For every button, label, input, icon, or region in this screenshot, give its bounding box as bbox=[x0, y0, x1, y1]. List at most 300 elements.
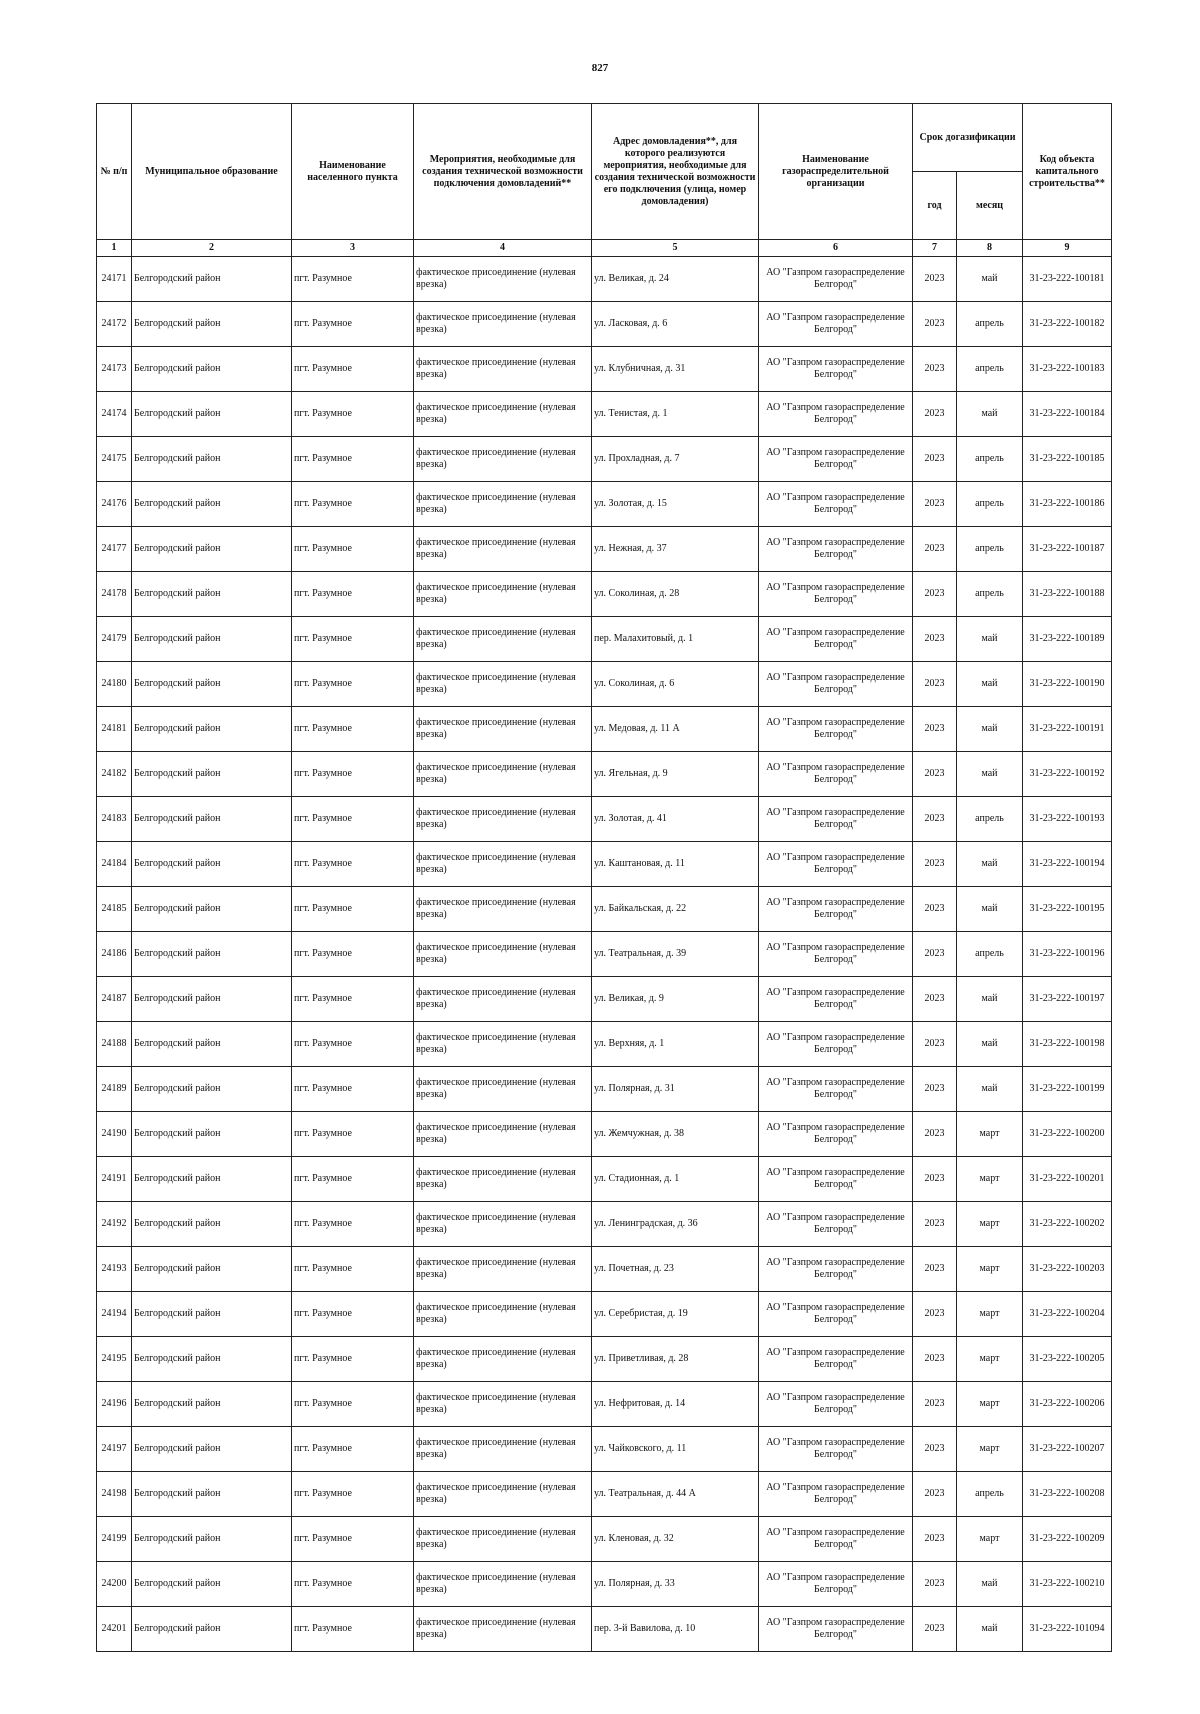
object-code-cell: 31-23-222-100192 bbox=[1023, 752, 1112, 797]
object-code-cell: 31-23-222-100196 bbox=[1023, 932, 1112, 977]
row-number: 24199 bbox=[97, 1517, 132, 1562]
organization-cell: АО "Газпром газораспределение Белгород" bbox=[759, 1472, 913, 1517]
municipality-cell: Белгородский район bbox=[132, 482, 292, 527]
table-row bbox=[97, 1337, 1112, 1382]
year-cell: 2023 bbox=[913, 932, 957, 977]
year-cell: 2023 bbox=[913, 617, 957, 662]
header-deadline-group: Срок догазификации bbox=[913, 104, 1023, 172]
year-cell: 2023 bbox=[913, 1112, 957, 1157]
year-cell: 2023 bbox=[913, 1517, 957, 1562]
year-cell: 2023 bbox=[913, 1562, 957, 1607]
measure-cell: фактическое присоединение (нулевая врезка) bbox=[414, 1202, 592, 1247]
municipality-cell: Белгородский район bbox=[132, 302, 292, 347]
object-code-cell: 31-23-222-100190 bbox=[1023, 662, 1112, 707]
municipality-cell: Белгородский район bbox=[132, 1562, 292, 1607]
year-cell: 2023 bbox=[913, 1472, 957, 1517]
row-number: 24201 bbox=[97, 1607, 132, 1652]
month-cell: май bbox=[957, 257, 1023, 302]
municipality-cell: Белгородский район bbox=[132, 1472, 292, 1517]
address-cell: ул. Медовая, д. 11 А bbox=[592, 707, 759, 752]
month-cell: март bbox=[957, 1157, 1023, 1202]
row-number: 24191 bbox=[97, 1157, 132, 1202]
header-row bbox=[97, 104, 1112, 172]
locality-cell: пгт. Разумное bbox=[292, 1157, 414, 1202]
object-code-cell: 31-23-222-100195 bbox=[1023, 887, 1112, 932]
object-code-cell: 31-23-222-100182 bbox=[1023, 302, 1112, 347]
organization-cell: АО "Газпром газораспределение Белгород" bbox=[759, 1382, 913, 1427]
table-row bbox=[97, 1292, 1112, 1337]
row-number: 24178 bbox=[97, 572, 132, 617]
table-row bbox=[97, 302, 1112, 347]
locality-cell: пгт. Разумное bbox=[292, 392, 414, 437]
locality-cell: пгт. Разумное bbox=[292, 302, 414, 347]
month-cell: апрель bbox=[957, 302, 1023, 347]
year-cell: 2023 bbox=[913, 797, 957, 842]
locality-cell: пгт. Разумное bbox=[292, 1562, 414, 1607]
month-cell: апрель bbox=[957, 437, 1023, 482]
object-code-cell: 31-23-222-100209 bbox=[1023, 1517, 1112, 1562]
address-cell: ул. Золотая, д. 41 bbox=[592, 797, 759, 842]
year-cell: 2023 bbox=[913, 527, 957, 572]
organization-cell: АО "Газпром газораспределение Белгород" bbox=[759, 347, 913, 392]
address-cell: ул. Театральная, д. 39 bbox=[592, 932, 759, 977]
address-cell: ул. Соколиная, д. 28 bbox=[592, 572, 759, 617]
locality-cell: пгт. Разумное bbox=[292, 347, 414, 392]
object-code-cell: 31-23-222-100189 bbox=[1023, 617, 1112, 662]
month-cell: март bbox=[957, 1112, 1023, 1157]
column-number: 8 bbox=[957, 240, 1023, 257]
locality-cell: пгт. Разумное bbox=[292, 887, 414, 932]
row-number: 24179 bbox=[97, 617, 132, 662]
address-cell: ул. Приветливая, д. 28 bbox=[592, 1337, 759, 1382]
municipality-cell: Белгородский район bbox=[132, 1517, 292, 1562]
table-row bbox=[97, 1112, 1112, 1157]
address-cell: ул. Почетная, д. 23 bbox=[592, 1247, 759, 1292]
locality-cell: пгт. Разумное bbox=[292, 1292, 414, 1337]
table-row bbox=[97, 437, 1112, 482]
address-cell: пер. Малахитовый, д. 1 bbox=[592, 617, 759, 662]
organization-cell: АО "Газпром газораспределение Белгород" bbox=[759, 1247, 913, 1292]
year-cell: 2023 bbox=[913, 1202, 957, 1247]
locality-cell: пгт. Разумное bbox=[292, 257, 414, 302]
month-cell: май bbox=[957, 842, 1023, 887]
month-cell: апрель bbox=[957, 527, 1023, 572]
organization-cell: АО "Газпром газораспределение Белгород" bbox=[759, 752, 913, 797]
object-code-cell: 31-23-222-100210 bbox=[1023, 1562, 1112, 1607]
address-cell: ул. Стадионная, д. 1 bbox=[592, 1157, 759, 1202]
organization-cell: АО "Газпром газораспределение Белгород" bbox=[759, 1022, 913, 1067]
address-cell: ул. Полярная, д. 31 bbox=[592, 1067, 759, 1112]
measure-cell: фактическое присоединение (нулевая врезка) bbox=[414, 797, 592, 842]
organization-cell: АО "Газпром газораспределение Белгород" bbox=[759, 1517, 913, 1562]
row-number: 24188 bbox=[97, 1022, 132, 1067]
month-cell: апрель bbox=[957, 572, 1023, 617]
table-row bbox=[97, 1202, 1112, 1247]
municipality-cell: Белгородский район bbox=[132, 1427, 292, 1472]
address-cell: ул. Тенистая, д. 1 bbox=[592, 392, 759, 437]
address-cell: ул. Нежная, д. 37 bbox=[592, 527, 759, 572]
address-cell: ул. Театральная, д. 44 А bbox=[592, 1472, 759, 1517]
row-number: 24180 bbox=[97, 662, 132, 707]
table-row bbox=[97, 887, 1112, 932]
municipality-cell: Белгородский район bbox=[132, 1022, 292, 1067]
year-cell: 2023 bbox=[913, 842, 957, 887]
measure-cell: фактическое присоединение (нулевая врезка) bbox=[414, 1067, 592, 1112]
row-number: 24175 bbox=[97, 437, 132, 482]
measure-cell: фактическое присоединение (нулевая врезка) bbox=[414, 482, 592, 527]
year-cell: 2023 bbox=[913, 977, 957, 1022]
row-number: 24174 bbox=[97, 392, 132, 437]
measure-cell: фактическое присоединение (нулевая врезка) bbox=[414, 392, 592, 437]
organization-cell: АО "Газпром газораспределение Белгород" bbox=[759, 617, 913, 662]
object-code-cell: 31-23-222-101094 bbox=[1023, 1607, 1112, 1652]
organization-cell: АО "Газпром газораспределение Белгород" bbox=[759, 1562, 913, 1607]
municipality-cell: Белгородский район bbox=[132, 932, 292, 977]
organization-cell: АО "Газпром газораспределение Белгород" bbox=[759, 257, 913, 302]
table-row bbox=[97, 977, 1112, 1022]
organization-cell: АО "Газпром газораспределение Белгород" bbox=[759, 1157, 913, 1202]
header-organization: Наименование газораспределительной организации bbox=[759, 104, 913, 240]
locality-cell: пгт. Разумное bbox=[292, 1472, 414, 1517]
organization-cell: АО "Газпром газораспределение Белгород" bbox=[759, 1202, 913, 1247]
column-number: 5 bbox=[592, 240, 759, 257]
locality-cell: пгт. Разумное bbox=[292, 797, 414, 842]
object-code-cell: 31-23-222-100183 bbox=[1023, 347, 1112, 392]
locality-cell: пгт. Разумное bbox=[292, 752, 414, 797]
year-cell: 2023 bbox=[913, 1427, 957, 1472]
row-number: 24182 bbox=[97, 752, 132, 797]
year-cell: 2023 bbox=[913, 392, 957, 437]
table-row bbox=[97, 1382, 1112, 1427]
address-cell: ул. Ягельная, д. 9 bbox=[592, 752, 759, 797]
row-number: 24190 bbox=[97, 1112, 132, 1157]
measure-cell: фактическое присоединение (нулевая врезка) bbox=[414, 1562, 592, 1607]
column-number-row bbox=[97, 240, 1112, 257]
object-code-cell: 31-23-222-100208 bbox=[1023, 1472, 1112, 1517]
row-number: 24196 bbox=[97, 1382, 132, 1427]
locality-cell: пгт. Разумное bbox=[292, 1022, 414, 1067]
month-cell: апрель bbox=[957, 1472, 1023, 1517]
month-cell: апрель bbox=[957, 482, 1023, 527]
organization-cell: АО "Газпром газораспределение Белгород" bbox=[759, 1067, 913, 1112]
address-cell: ул. Великая, д. 9 bbox=[592, 977, 759, 1022]
object-code-cell: 31-23-222-100198 bbox=[1023, 1022, 1112, 1067]
municipality-cell: Белгородский район bbox=[132, 257, 292, 302]
measure-cell: фактическое присоединение (нулевая врезка) bbox=[414, 1157, 592, 1202]
municipality-cell: Белгородский район bbox=[132, 1112, 292, 1157]
year-cell: 2023 bbox=[913, 707, 957, 752]
table-row bbox=[97, 1472, 1112, 1517]
locality-cell: пгт. Разумное bbox=[292, 617, 414, 662]
row-number: 24185 bbox=[97, 887, 132, 932]
organization-cell: АО "Газпром газораспределение Белгород" bbox=[759, 797, 913, 842]
year-cell: 2023 bbox=[913, 1157, 957, 1202]
month-cell: май bbox=[957, 617, 1023, 662]
organization-cell: АО "Газпром газораспределение Белгород" bbox=[759, 1427, 913, 1472]
header-address: Адрес домовладения**, для которого реализуются мероприятия, необходимые для создания технической возможности его подключения (улица, номер домовладения) bbox=[592, 104, 759, 240]
row-number: 24183 bbox=[97, 797, 132, 842]
measure-cell: фактическое присоединение (нулевая врезка) bbox=[414, 662, 592, 707]
year-cell: 2023 bbox=[913, 302, 957, 347]
object-code-cell: 31-23-222-100204 bbox=[1023, 1292, 1112, 1337]
measure-cell: фактическое присоединение (нулевая врезка) bbox=[414, 1292, 592, 1337]
month-cell: май bbox=[957, 1022, 1023, 1067]
page-number: 827 bbox=[591, 62, 609, 74]
locality-cell: пгт. Разумное bbox=[292, 572, 414, 617]
object-code-cell: 31-23-222-100207 bbox=[1023, 1427, 1112, 1472]
year-cell: 2023 bbox=[913, 572, 957, 617]
gasification-table bbox=[96, 103, 1112, 1652]
organization-cell: АО "Газпром газораспределение Белгород" bbox=[759, 1337, 913, 1382]
measure-cell: фактическое присоединение (нулевая врезка) bbox=[414, 257, 592, 302]
row-number: 24192 bbox=[97, 1202, 132, 1247]
address-cell: ул. Каштановая, д. 11 bbox=[592, 842, 759, 887]
organization-cell: АО "Газпром газораспределение Белгород" bbox=[759, 527, 913, 572]
locality-cell: пгт. Разумное bbox=[292, 977, 414, 1022]
year-cell: 2023 bbox=[913, 437, 957, 482]
municipality-cell: Белгородский район bbox=[132, 797, 292, 842]
locality-cell: пгт. Разумное bbox=[292, 1382, 414, 1427]
year-cell: 2023 bbox=[913, 1022, 957, 1067]
organization-cell: АО "Газпром газораспределение Белгород" bbox=[759, 482, 913, 527]
municipality-cell: Белгородский район bbox=[132, 1157, 292, 1202]
address-cell: ул. Байкальская, д. 22 bbox=[592, 887, 759, 932]
address-cell: ул. Золотая, д. 15 bbox=[592, 482, 759, 527]
object-code-cell: 31-23-222-100201 bbox=[1023, 1157, 1112, 1202]
year-cell: 2023 bbox=[913, 1067, 957, 1112]
year-cell: 2023 bbox=[913, 1337, 957, 1382]
row-number: 24195 bbox=[97, 1337, 132, 1382]
measure-cell: фактическое присоединение (нулевая врезка) bbox=[414, 842, 592, 887]
measure-cell: фактическое присоединение (нулевая врезка) bbox=[414, 707, 592, 752]
measure-cell: фактическое присоединение (нулевая врезка) bbox=[414, 932, 592, 977]
table-row bbox=[97, 1247, 1112, 1292]
year-cell: 2023 bbox=[913, 1382, 957, 1427]
month-cell: март bbox=[957, 1202, 1023, 1247]
municipality-cell: Белгородский район bbox=[132, 437, 292, 482]
locality-cell: пгт. Разумное bbox=[292, 842, 414, 887]
municipality-cell: Белгородский район bbox=[132, 1292, 292, 1337]
municipality-cell: Белгородский район bbox=[132, 887, 292, 932]
column-number: 4 bbox=[414, 240, 592, 257]
month-cell: май bbox=[957, 1067, 1023, 1112]
row-number: 24198 bbox=[97, 1472, 132, 1517]
row-number: 24184 bbox=[97, 842, 132, 887]
municipality-cell: Белгородский район bbox=[132, 1382, 292, 1427]
column-number: 7 bbox=[913, 240, 957, 257]
address-cell: ул. Кленовая, д. 32 bbox=[592, 1517, 759, 1562]
object-code-cell: 31-23-222-100181 bbox=[1023, 257, 1112, 302]
municipality-cell: Белгородский район bbox=[132, 1067, 292, 1112]
year-cell: 2023 bbox=[913, 1247, 957, 1292]
measure-cell: фактическое присоединение (нулевая врезка) bbox=[414, 527, 592, 572]
header-number: № п/п bbox=[97, 104, 132, 240]
year-cell: 2023 bbox=[913, 1292, 957, 1337]
measure-cell: фактическое присоединение (нулевая врезка) bbox=[414, 1382, 592, 1427]
locality-cell: пгт. Разумное bbox=[292, 1067, 414, 1112]
year-cell: 2023 bbox=[913, 752, 957, 797]
address-cell: ул. Ленинградская, д. 36 bbox=[592, 1202, 759, 1247]
row-number: 24187 bbox=[97, 977, 132, 1022]
row-number: 24173 bbox=[97, 347, 132, 392]
row-number: 24194 bbox=[97, 1292, 132, 1337]
locality-cell: пгт. Разумное bbox=[292, 1517, 414, 1562]
address-cell: ул. Прохладная, д. 7 bbox=[592, 437, 759, 482]
table-row bbox=[97, 932, 1112, 977]
object-code-cell: 31-23-222-100185 bbox=[1023, 437, 1112, 482]
table-row bbox=[97, 1067, 1112, 1112]
object-code-cell: 31-23-222-100197 bbox=[1023, 977, 1112, 1022]
measure-cell: фактическое присоединение (нулевая врезка) bbox=[414, 1607, 592, 1652]
year-cell: 2023 bbox=[913, 1607, 957, 1652]
table-row bbox=[97, 392, 1112, 437]
row-number: 24171 bbox=[97, 257, 132, 302]
table-row bbox=[97, 617, 1112, 662]
measure-cell: фактическое присоединение (нулевая врезка) bbox=[414, 437, 592, 482]
locality-cell: пгт. Разумное bbox=[292, 1202, 414, 1247]
measure-cell: фактическое присоединение (нулевая врезка) bbox=[414, 977, 592, 1022]
measure-cell: фактическое присоединение (нулевая врезка) bbox=[414, 1022, 592, 1067]
object-code-cell: 31-23-222-100203 bbox=[1023, 1247, 1112, 1292]
measure-cell: фактическое присоединение (нулевая врезка) bbox=[414, 302, 592, 347]
table-row bbox=[97, 1517, 1112, 1562]
object-code-cell: 31-23-222-100200 bbox=[1023, 1112, 1112, 1157]
object-code-cell: 31-23-222-100186 bbox=[1023, 482, 1112, 527]
address-cell: ул. Полярная, д. 33 bbox=[592, 1562, 759, 1607]
object-code-cell: 31-23-222-100188 bbox=[1023, 572, 1112, 617]
locality-cell: пгт. Разумное bbox=[292, 1112, 414, 1157]
month-cell: май bbox=[957, 392, 1023, 437]
object-code-cell: 31-23-222-100191 bbox=[1023, 707, 1112, 752]
municipality-cell: Белгородский район bbox=[132, 617, 292, 662]
month-cell: март bbox=[957, 1517, 1023, 1562]
object-code-cell: 31-23-222-100184 bbox=[1023, 392, 1112, 437]
column-number: 3 bbox=[292, 240, 414, 257]
year-cell: 2023 bbox=[913, 257, 957, 302]
municipality-cell: Белгородский район bbox=[132, 1202, 292, 1247]
table-row bbox=[97, 527, 1112, 572]
measure-cell: фактическое присоединение (нулевая врезка) bbox=[414, 1472, 592, 1517]
organization-cell: АО "Газпром газораспределение Белгород" bbox=[759, 1112, 913, 1157]
measure-cell: фактическое присоединение (нулевая врезка) bbox=[414, 617, 592, 662]
row-number: 24189 bbox=[97, 1067, 132, 1112]
municipality-cell: Белгородский район bbox=[132, 1247, 292, 1292]
table-row bbox=[97, 347, 1112, 392]
address-cell: ул. Жемчужная, д. 38 bbox=[592, 1112, 759, 1157]
address-cell: ул. Ласковая, д. 6 bbox=[592, 302, 759, 347]
organization-cell: АО "Газпром газораспределение Белгород" bbox=[759, 572, 913, 617]
organization-cell: АО "Газпром газораспределение Белгород" bbox=[759, 707, 913, 752]
column-number: 6 bbox=[759, 240, 913, 257]
municipality-cell: Белгородский район bbox=[132, 707, 292, 752]
locality-cell: пгт. Разумное bbox=[292, 437, 414, 482]
year-cell: 2023 bbox=[913, 347, 957, 392]
organization-cell: АО "Газпром газораспределение Белгород" bbox=[759, 1292, 913, 1337]
municipality-cell: Белгородский район bbox=[132, 392, 292, 437]
table-row bbox=[97, 797, 1112, 842]
month-cell: май bbox=[957, 707, 1023, 752]
address-cell: ул. Великая, д. 24 bbox=[592, 257, 759, 302]
municipality-cell: Белгородский район bbox=[132, 752, 292, 797]
municipality-cell: Белгородский район bbox=[132, 572, 292, 617]
table-body bbox=[97, 257, 1112, 1652]
locality-cell: пгт. Разумное bbox=[292, 662, 414, 707]
header-locality: Наименование населенного пункта bbox=[292, 104, 414, 240]
month-cell: март bbox=[957, 1247, 1023, 1292]
table-row bbox=[97, 842, 1112, 887]
locality-cell: пгт. Разумное bbox=[292, 1427, 414, 1472]
object-code-cell: 31-23-222-100199 bbox=[1023, 1067, 1112, 1112]
month-cell: март bbox=[957, 1427, 1023, 1472]
object-code-cell: 31-23-222-100205 bbox=[1023, 1337, 1112, 1382]
row-number: 24172 bbox=[97, 302, 132, 347]
month-cell: март bbox=[957, 1292, 1023, 1337]
object-code-cell: 31-23-222-100202 bbox=[1023, 1202, 1112, 1247]
measure-cell: фактическое присоединение (нулевая врезка) bbox=[414, 1112, 592, 1157]
locality-cell: пгт. Разумное bbox=[292, 1337, 414, 1382]
organization-cell: АО "Газпром газораспределение Белгород" bbox=[759, 302, 913, 347]
header-year: год bbox=[913, 172, 957, 240]
organization-cell: АО "Газпром газораспределение Белгород" bbox=[759, 437, 913, 482]
measure-cell: фактическое присоединение (нулевая врезка) bbox=[414, 887, 592, 932]
table-row bbox=[97, 662, 1112, 707]
organization-cell: АО "Газпром газораспределение Белгород" bbox=[759, 662, 913, 707]
table-row bbox=[97, 1022, 1112, 1067]
measure-cell: фактическое присоединение (нулевая врезка) bbox=[414, 1517, 592, 1562]
month-cell: апрель bbox=[957, 797, 1023, 842]
month-cell: март bbox=[957, 1382, 1023, 1427]
header-object-code: Код объекта капитального строительства** bbox=[1023, 104, 1112, 240]
table-row bbox=[97, 1157, 1112, 1202]
row-number: 24177 bbox=[97, 527, 132, 572]
measure-cell: фактическое присоединение (нулевая врезка) bbox=[414, 1247, 592, 1292]
month-cell: март bbox=[957, 1337, 1023, 1382]
month-cell: май bbox=[957, 1562, 1023, 1607]
header-municipality: Муниципальное образование bbox=[132, 104, 292, 240]
row-number: 24186 bbox=[97, 932, 132, 977]
table-row bbox=[97, 752, 1112, 797]
address-cell: ул. Верхняя, д. 1 bbox=[592, 1022, 759, 1067]
measure-cell: фактическое присоединение (нулевая врезка) bbox=[414, 572, 592, 617]
year-cell: 2023 bbox=[913, 482, 957, 527]
organization-cell: АО "Газпром газораспределение Белгород" bbox=[759, 932, 913, 977]
table-row bbox=[97, 1562, 1112, 1607]
municipality-cell: Белгородский район bbox=[132, 662, 292, 707]
organization-cell: АО "Газпром газораспределение Белгород" bbox=[759, 887, 913, 932]
month-cell: май bbox=[957, 887, 1023, 932]
address-cell: ул. Нефритовая, д. 14 bbox=[592, 1382, 759, 1427]
column-number: 9 bbox=[1023, 240, 1112, 257]
organization-cell: АО "Газпром газораспределение Белгород" bbox=[759, 977, 913, 1022]
year-cell: 2023 bbox=[913, 887, 957, 932]
column-number: 2 bbox=[132, 240, 292, 257]
address-cell: ул. Клубничная, д. 31 bbox=[592, 347, 759, 392]
locality-cell: пгт. Разумное bbox=[292, 707, 414, 752]
table-row bbox=[97, 1607, 1112, 1652]
table-row bbox=[97, 1427, 1112, 1472]
address-cell: ул. Соколиная, д. 6 bbox=[592, 662, 759, 707]
organization-cell: АО "Газпром газораспределение Белгород" bbox=[759, 1607, 913, 1652]
table-row bbox=[97, 257, 1112, 302]
municipality-cell: Белгородский район bbox=[132, 842, 292, 887]
row-number: 24176 bbox=[97, 482, 132, 527]
column-number: 1 bbox=[97, 240, 132, 257]
measure-cell: фактическое присоединение (нулевая врезка) bbox=[414, 1427, 592, 1472]
month-cell: апрель bbox=[957, 347, 1023, 392]
organization-cell: АО "Газпром газораспределение Белгород" bbox=[759, 842, 913, 887]
locality-cell: пгт. Разумное bbox=[292, 1607, 414, 1652]
row-number: 24200 bbox=[97, 1562, 132, 1607]
